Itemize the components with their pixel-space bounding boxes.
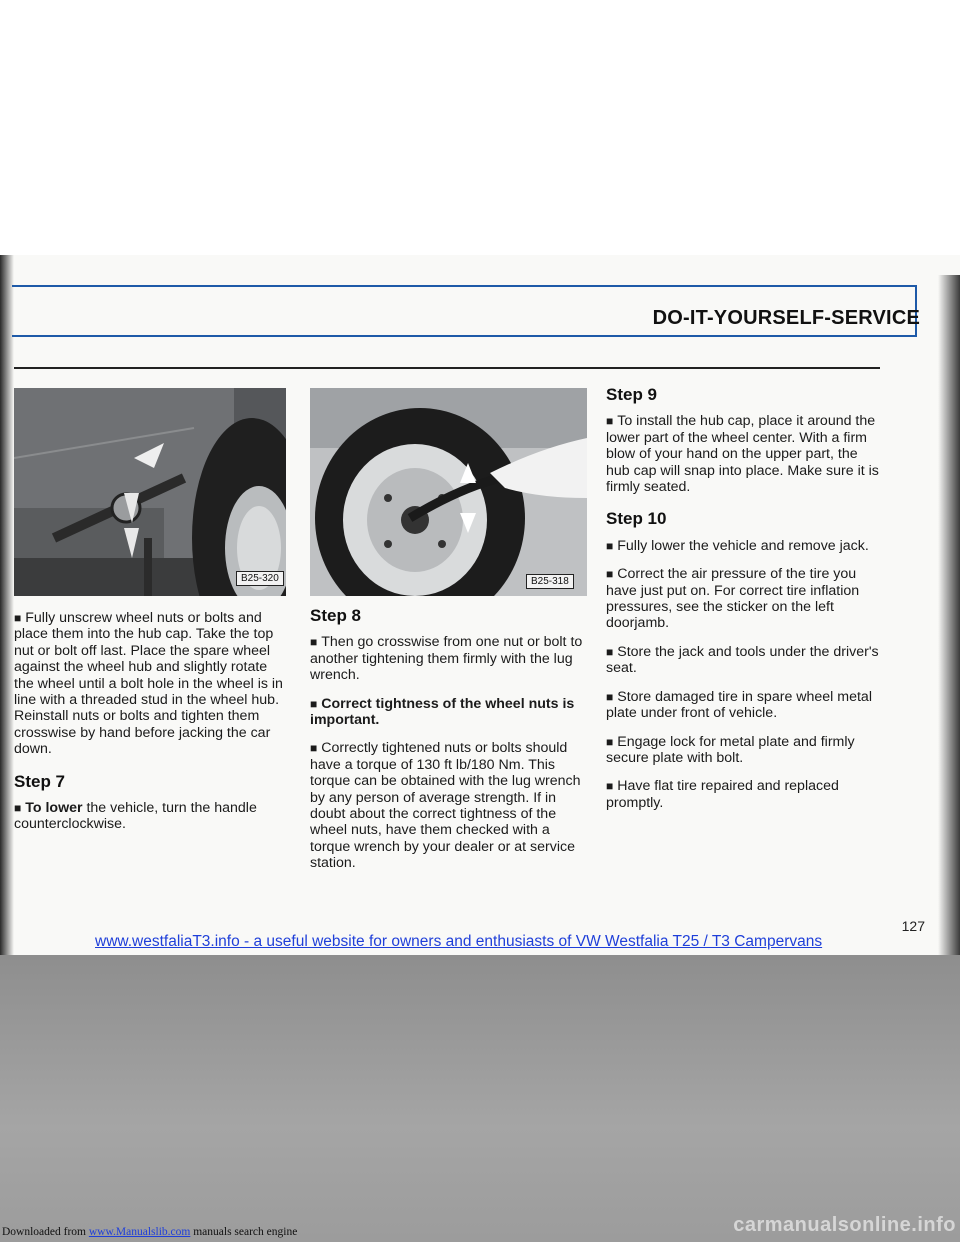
page-edge-shadow-left <box>0 255 14 955</box>
bullet-icon: ■ <box>310 635 318 650</box>
step-8-heading: Step 8 <box>310 606 362 625</box>
bullet-icon: ■ <box>310 741 318 756</box>
step-7-heading: Step 7 <box>14 771 66 791</box>
jack-handle-illustration <box>14 388 286 596</box>
bullet-icon: ■ <box>606 734 614 749</box>
paragraph-unscrew: ■ Fully unscrew wheel nuts or bolts and place them into the hub cap. Take the top nut or bolt off last. Place the spare wheel against the wheel hub and slightly rotate the wheel until a bolt hole in the wheel is in line with a threaded stud in the wheel hub. Reinstall nuts or bolts and tighten them crosswise by hand before jacking the car down. <box>14 610 283 758</box>
list-item: ■ Engage lock for metal plate and firmly secure plate with bolt. <box>606 733 855 766</box>
step-9-heading: Step 9 <box>606 385 658 404</box>
header-rule <box>14 367 880 369</box>
bullet-icon: ■ <box>606 414 614 429</box>
list-item: ■ Fully lower the vehicle and remove jack. <box>606 537 869 554</box>
download-notice: Downloaded from www.Manualslib.com manuals search engine <box>2 1226 298 1238</box>
page-edge-shadow-right <box>938 275 960 955</box>
list-item: ■ Store damaged tire in spare wheel metal plate under front of vehicle. <box>606 688 872 722</box>
bullet-icon: ■ <box>310 696 318 711</box>
paragraph-tightness: ■ Correct tightness of the wheel nuts is important. <box>310 695 575 729</box>
bullet-icon: ■ <box>606 567 614 582</box>
scan-background <box>0 955 960 1242</box>
paragraph-hub-cap: ■ To install the hub cap, place it around the lower part of the wheel center. With a firm blow of your hand on the upper part, the hub cap will snap into place. Make sure it is firmly seated. <box>606 413 879 496</box>
lug-wrench-illustration <box>310 388 587 596</box>
photo-lug-wrench <box>310 388 587 596</box>
paragraph-crosswise: ■ Then go crosswise from one nut or bolt to another tightening them firmly with the lug wrench. <box>310 634 583 684</box>
paragraph-torque: ■ Correctly tightened nuts or bolts should have a torque of 130 ft lb/180 Nm. This torque can be obtained with the lug wrench by any person of average strength. If in doubt about the correct tightness of the wheel nuts, have them checked with a torque wrench by your dealer or at service station. <box>310 740 581 872</box>
page-number: 127 <box>901 918 925 934</box>
bullet-icon: ■ <box>14 611 22 625</box>
photo-code-label: B25-318 <box>526 574 574 589</box>
bullet-icon: ■ <box>606 689 614 704</box>
list-item: ■ Correct the air pressure of the tire you have just put on. For correct tire inflation pressures, see the sticker on the left doorjamb. <box>606 566 860 632</box>
bullet-icon: ■ <box>14 801 22 816</box>
right-column <box>606 387 882 823</box>
list-item: ■ Store the jack and tools under the driver's seat. <box>606 643 879 677</box>
list-item: ■ Have flat tire repaired and replaced promptly. <box>606 778 839 811</box>
westfalia-website-link[interactable]: www.westfaliaT3.info - a useful website for owners and enthusiasts of VW Westfalia T25 / T3 Campervans <box>95 933 823 950</box>
watermark: carmanualsonline.info <box>733 1214 956 1236</box>
left-column <box>14 610 286 845</box>
step-10-heading: Step 10 <box>606 509 667 529</box>
photo-jack-handle <box>14 388 286 596</box>
section-title: DO-IT-YOURSELF-SERVICE <box>652 307 920 329</box>
middle-column <box>310 608 587 884</box>
bullet-icon: ■ <box>606 644 614 659</box>
bullet-icon: ■ <box>606 779 614 794</box>
manualslib-link[interactable]: www.Manualslib.com <box>88 1226 191 1238</box>
photo-code-label: B25-320 <box>236 571 284 586</box>
bullet-icon: ■ <box>606 538 614 553</box>
paragraph-lower: ■ To lower the vehicle, turn the handle counterclockwise. <box>14 800 257 833</box>
